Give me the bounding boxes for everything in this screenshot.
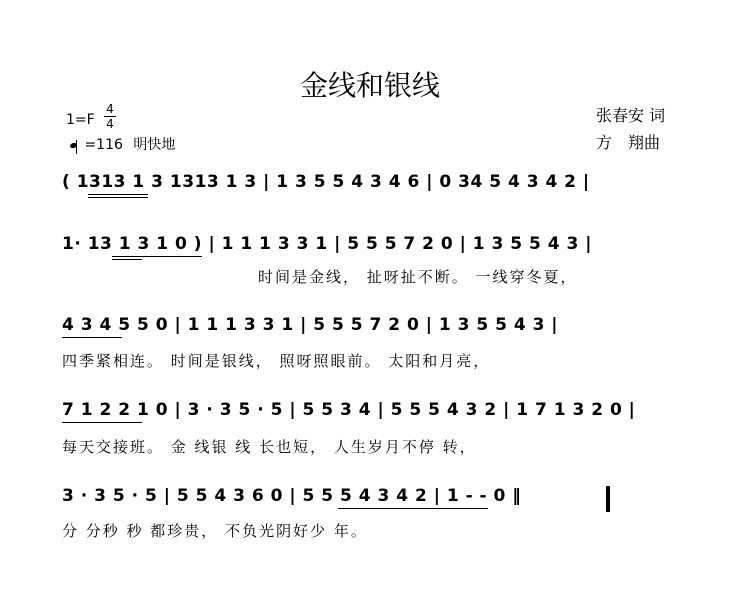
beam-underline bbox=[88, 197, 148, 198]
time-signature-bottom: 4 bbox=[106, 117, 114, 131]
key-signature: 1=F bbox=[66, 112, 95, 128]
final-barline bbox=[606, 486, 610, 512]
beam-underline bbox=[112, 259, 142, 260]
beam-underline bbox=[112, 256, 202, 257]
song-title: 金线和银线 bbox=[299, 69, 440, 102]
tempo-value: =116 bbox=[84, 137, 123, 153]
time-signature-top: 4 bbox=[106, 102, 114, 116]
lyric-line-1: 时间是金线， 扯呀扯不断。 一线穿冬夏， bbox=[258, 268, 578, 286]
tempo-marking bbox=[70, 134, 175, 154]
lyricist-credit: 张春安 词 bbox=[596, 106, 666, 125]
beam-underline bbox=[62, 337, 122, 338]
tempo-expression: 明快地 bbox=[133, 137, 176, 153]
composer-credit: 方 翔曲 bbox=[596, 133, 661, 152]
time-signature bbox=[104, 102, 116, 131]
beam-underline bbox=[88, 194, 148, 195]
lyric-line-3: 每天交接班。 金 线银 线 长也短， 人生岁月不停 转， bbox=[62, 438, 477, 456]
beam-underline bbox=[62, 422, 142, 423]
notation-line-4: 7 1 2 2 1 0 | 3 · 3 5 · 5 | 5 5 3 4 | 5 5 5 4 3 2 | 1 7 1 3 2 0 | bbox=[62, 400, 636, 420]
lyric-line-2: 四季紧相连。 时间是银线， 照呀照眼前。 太阳和月亮， bbox=[62, 352, 491, 370]
lyric-line-4: 分 分秒 秒 都珍贵， 不负光阴好少 年。 bbox=[62, 522, 368, 540]
beam-underline bbox=[338, 508, 488, 509]
notation-line-2: 1· 13 1 3 1 0 ) | 1 1 1 3 3 1 | 5 5 5 7 2 0 | 1 3 5 5 4 3 | bbox=[62, 234, 592, 254]
notation-line-1: ( 1313 1 3 1313 1 3 | 1 3 5 5 4 3 4 6 | 0 34 5 4 3 4 2 | bbox=[62, 172, 590, 192]
notation-line-5: 3 · 3 5 · 5 | 5 5 4 3 6 0 | 5 5 5 4 3 4 2 | 1 - - 0 ‖ bbox=[62, 486, 522, 506]
notation-line-3: 4 3 4 5 5 0 | 1 1 1 3 3 1 | 5 5 5 7 2 0 | 1 3 5 5 4 3 | bbox=[62, 315, 559, 335]
